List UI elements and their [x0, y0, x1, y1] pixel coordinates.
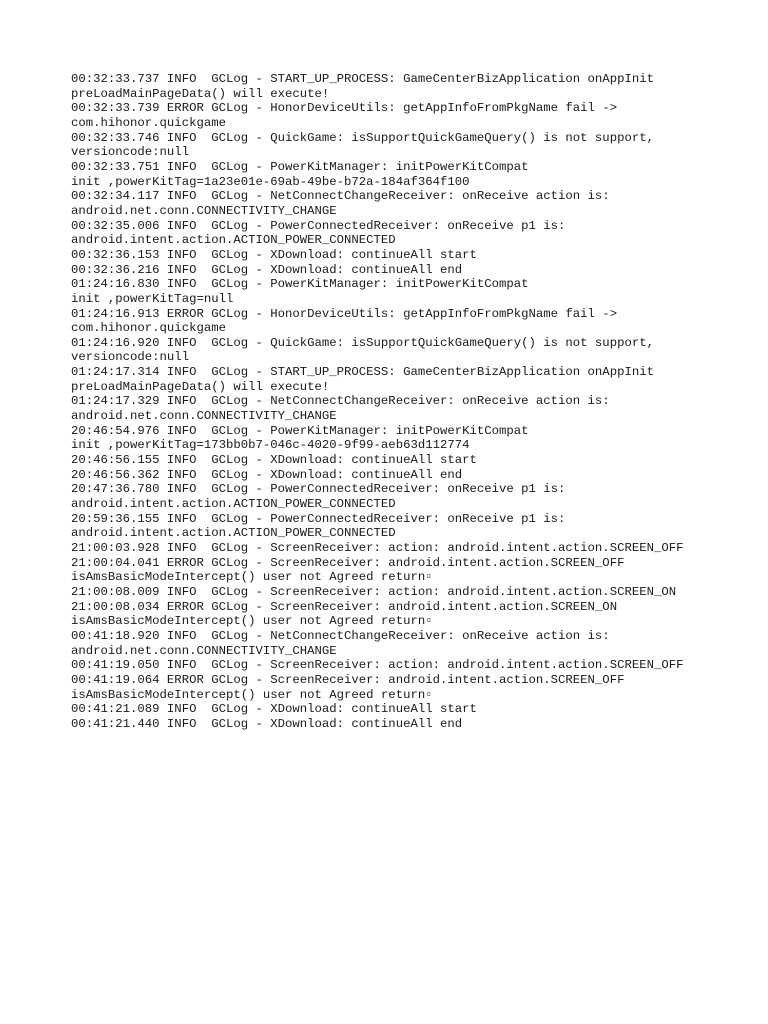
log-line: android.intent.action.ACTION_POWER_CONNECTED: [71, 233, 396, 248]
log-line: 00:32:33.739 ERROR GCLog - HonorDeviceUtils: getAppInfoFromPkgName fail ->: [71, 101, 618, 116]
log-line: 00:41:19.050 INFO GCLog - ScreenReceiver: action: android.intent.action.SCREEN_OFF: [71, 658, 684, 673]
log-line: 01:24:16.830 INFO GCLog - PowerKitManager: initPowerKitCompat: [71, 277, 529, 292]
log-line: android.intent.action.ACTION_POWER_CONNECTED: [71, 497, 396, 512]
log-line: 00:32:33.746 INFO GCLog - QuickGame: isSupportQuickGameQuery() is not support,: [71, 130, 654, 145]
log-line: isAmsBasicModeIntercept() user not Agreed return▫: [71, 570, 433, 585]
log-line: 20:46:56.362 INFO GCLog - XDownload: continueAll end: [71, 467, 463, 482]
log-line: android.net.conn.CONNECTIVITY_CHANGE: [71, 643, 337, 658]
log-line: android.intent.action.ACTION_POWER_CONNECTED: [71, 526, 396, 541]
log-line: preLoadMainPageData() will execute!: [71, 86, 330, 101]
log-line: com.hihonor.quickgame: [71, 321, 226, 336]
log-line: 00:32:34.117 INFO GCLog - NetConnectChangeReceiver: onReceive action is:: [71, 189, 610, 204]
log-line: preLoadMainPageData() will execute!: [71, 379, 330, 394]
log-line: init ,powerKitTag=null: [71, 291, 234, 306]
log-line: init ,powerKitTag=1a23e01e-69ab-49be-b72a-184af364f100: [71, 174, 470, 189]
log-line: 00:41:21.089 INFO GCLog - XDownload: continueAll start: [71, 702, 477, 717]
log-line: 00:41:21.440 INFO GCLog - XDownload: continueAll end: [71, 716, 463, 731]
log-line: 00:41:19.064 ERROR GCLog - ScreenReceiver: android.intent.action.SCREEN_OFF: [71, 672, 625, 687]
log-line: versioncode:null: [71, 350, 190, 365]
log-line: 20:46:56.155 INFO GCLog - XDownload: continueAll start: [71, 453, 477, 468]
log-line: com.hihonor.quickgame: [71, 115, 226, 130]
log-line: 00:32:33.737 INFO GCLog - START_UP_PROCESS: GameCenterBizApplication onAppInit: [71, 72, 654, 86]
log-line: android.net.conn.CONNECTIVITY_CHANGE: [71, 203, 337, 218]
log-line: 01:24:16.913 ERROR GCLog - HonorDeviceUtils: getAppInfoFromPkgName fail ->: [71, 306, 618, 321]
log-line: 00:32:33.751 INFO GCLog - PowerKitManager: initPowerKitCompat: [71, 159, 529, 174]
log-line: android.net.conn.CONNECTIVITY_CHANGE: [71, 409, 337, 424]
log-line: versioncode:null: [71, 145, 190, 160]
log-line: 20:59:36.155 INFO GCLog - PowerConnectedReceiver: onReceive p1 is:: [71, 511, 566, 526]
log-line: init ,powerKitTag=173bb0b7-046c-4020-9f99-aeb63d112774: [71, 438, 470, 453]
log-line: 21:00:08.009 INFO GCLog - ScreenReceiver: action: android.intent.action.SCREEN_ON: [71, 584, 677, 599]
log-line: 20:47:36.780 INFO GCLog - PowerConnectedReceiver: onReceive p1 is:: [71, 482, 566, 497]
log-line: 00:32:36.153 INFO GCLog - XDownload: continueAll start: [71, 247, 477, 262]
log-line: 01:24:17.329 INFO GCLog - NetConnectChangeReceiver: onReceive action is:: [71, 394, 610, 409]
log-line: isAmsBasicModeIntercept() user not Agreed return▫: [71, 687, 433, 702]
log-line: 21:00:03.928 INFO GCLog - ScreenReceiver: action: android.intent.action.SCREEN_OFF: [71, 541, 684, 555]
log-line: 01:24:16.920 INFO GCLog - QuickGame: isSupportQuickGameQuery() is not support,: [71, 335, 654, 350]
log-line: 01:24:17.314 INFO GCLog - START_UP_PROCESS: GameCenterBizApplication onAppInit: [71, 365, 654, 380]
log-line: 00:41:18.920 INFO GCLog - NetConnectChangeReceiver: onReceive action is:: [71, 628, 610, 643]
log-line: 21:00:04.041 ERROR GCLog - ScreenReceiver: android.intent.action.SCREEN_OFF: [71, 555, 625, 570]
log-line: 00:32:36.216 INFO GCLog - XDownload: continueAll end: [71, 262, 463, 277]
log-line: 21:00:08.034 ERROR GCLog - ScreenReceiver: android.intent.action.SCREEN_ON: [71, 599, 618, 614]
log-line: isAmsBasicModeIntercept() user not Agreed return▫: [71, 614, 433, 629]
log-line: 20:46:54.976 INFO GCLog - PowerKitManager: initPowerKitCompat: [71, 423, 529, 438]
log-line: 00:32:35.006 INFO GCLog - PowerConnectedReceiver: onReceive p1 is:: [71, 218, 566, 233]
log-document: [71, 72, 751, 732]
